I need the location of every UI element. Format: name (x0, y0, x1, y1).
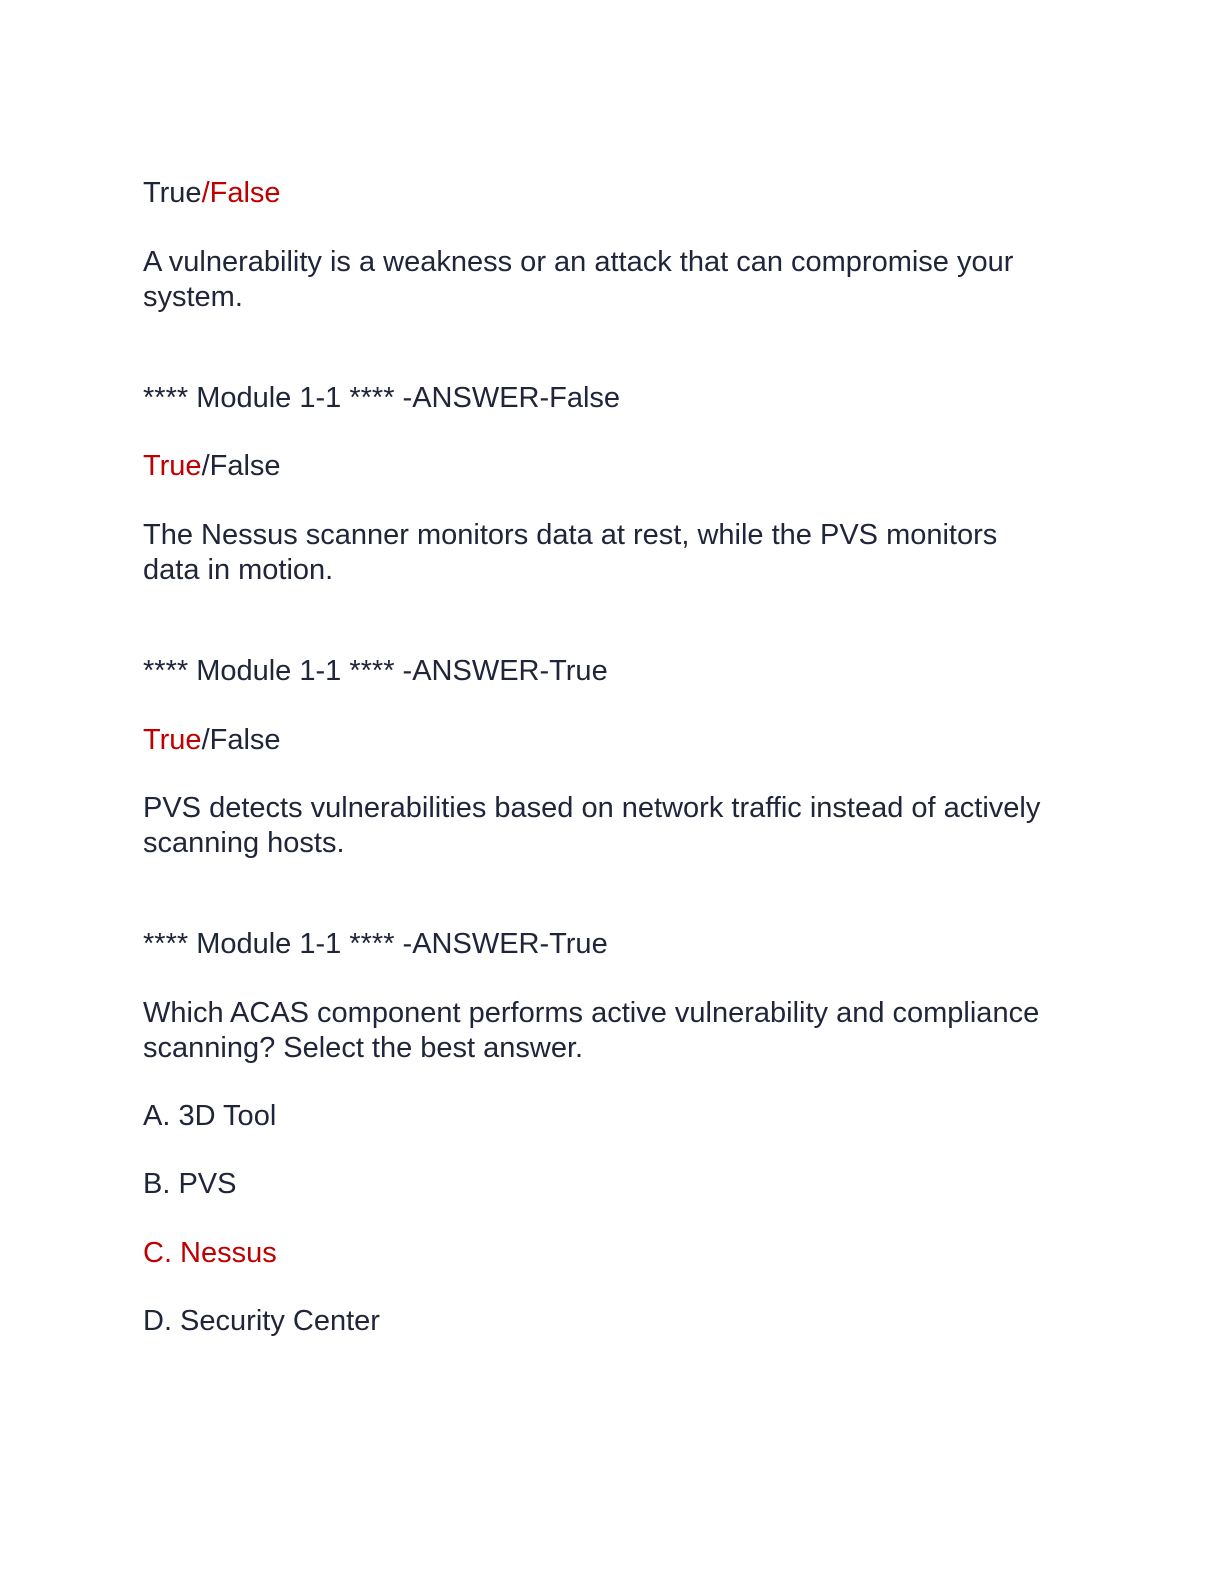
q1-true-label: True (143, 177, 202, 209)
q1-question-line2: system. (143, 281, 243, 313)
q1-answer: **** Module 1-1 **** -ANSWER-False (143, 382, 621, 414)
q1-separator: / (201, 177, 210, 209)
q3-question-line1: PVS detects vulnerabilities based on network traffic instead of actively (143, 792, 1041, 824)
q4-option-c: C. Nessus (143, 1237, 277, 1269)
q3-answer: **** Module 1-1 **** -ANSWER-True (143, 928, 608, 960)
q4-option-a: A. 3D Tool (143, 1100, 277, 1132)
q4-question-line1: Which ACAS component performs active vulnerability and compliance (143, 997, 1040, 1029)
q2-true-false (143, 449, 1083, 484)
q2-separator: / (201, 450, 210, 482)
q4-option-b: B. PVS (143, 1168, 237, 1200)
q1-true-false (143, 176, 1083, 211)
q2-question-line1: The Nessus scanner monitors data at rest, while the PVS monitors (143, 519, 998, 551)
q2-answer: **** Module 1-1 **** -ANSWER-True (143, 655, 608, 687)
q3-false-label: False (209, 724, 281, 756)
q2-false-label: False (209, 450, 281, 482)
q3-question-line2: scanning hosts. (143, 827, 345, 859)
q4-question-line2: scanning? Select the best answer. (143, 1032, 584, 1064)
q2-question-line2: data in motion. (143, 554, 334, 586)
q1-question-line1: A vulnerability is a weakness or an attack that can compromise your (143, 246, 1014, 278)
q4-option-d: D. Security Center (143, 1305, 380, 1337)
q3-true-false (143, 723, 1083, 758)
q3-true-label: True (143, 724, 202, 756)
q3-separator: / (201, 724, 210, 756)
q2-true-label: True (143, 450, 202, 482)
q1-false-label: False (209, 177, 281, 209)
